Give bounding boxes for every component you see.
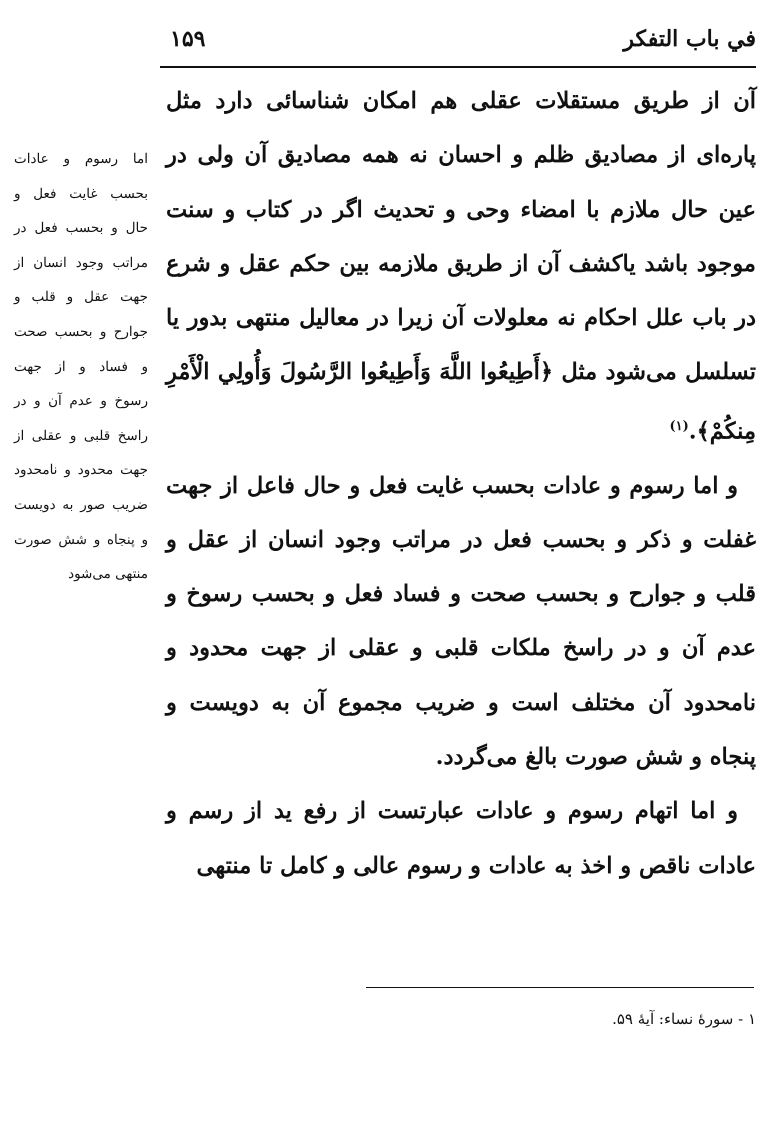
footnote-rule — [366, 987, 754, 988]
main-text — [166, 74, 756, 893]
footnote: ۱ - سورهٔ نساء: آيهٔ ۵۹. — [612, 1010, 756, 1028]
paragraph-1 — [166, 74, 756, 459]
footnote-reference: (۱) — [669, 418, 689, 434]
paragraph-2: و اما رسوم و عادات بحسب غايت فعل و حال فاعل از جهت غفلت و ذكر و بحسب فعل در مراتب وجود انسان از عقل و قلب و جوارح و بحسب صحت و فساد فعل و بحسب رسوخ و عدم آن و در راسخ ملكات قلبى و عقلى از جهت محدود و نامحدود آن مختلف است و ضريب مجموع آن به دويست و پنجاه و شش صورت بالغ مى‌گردد. — [166, 472, 756, 771]
page-number: ۱۵۹ — [170, 26, 206, 52]
page-header — [160, 22, 756, 64]
margin-note: اما رسوم و عادات بحسب غايت فعل و حال و بحسب فعل در مراتب وجود انسان از جهت عقل و قلب و جوارح و بحسب صحت و فساد و از جهت رسوخ و عدم آن و در راسخ قلبى و عقلى از جهت محدود و نامحدود ضريب صور به دويست و پنجاه و شش صورت منتهى مى‌شود — [14, 151, 148, 583]
quran-verse: ﴿أَطِيعُوا اللَّهَ وَأَطِيعُوا الرَّسُولَ وَأُولِي الْأَمْرِ مِنكُمْ﴾. — [166, 359, 756, 445]
running-title: في باب التفكر — [623, 26, 756, 52]
header-rule — [160, 66, 756, 68]
paragraph-1-text: آن از طريق مستقلات عقلى هم امكان شناسائى دارد مثل پاره‌اى از مصاديق ظلم و احسان نه همه مصاديق آن ولى در عين حال ملازم با امضاء وحى و تحديث اگر در كتاب و سنت موجود باشد ياكشف آن از طريق ملازمه بين حكم عقل و شرع در باب علل احكام نه معلولات آن زيرا در معاليل منتهى بدور يا تسلسل مى‌شود مثل — [166, 88, 756, 386]
paragraph-3: و اما اتهام رسوم و عادات عبارتست از رفع يد از رسم و عادات ناقص و اخذ به عادات و رسوم عالى و كامل تا منتهى — [166, 798, 756, 879]
